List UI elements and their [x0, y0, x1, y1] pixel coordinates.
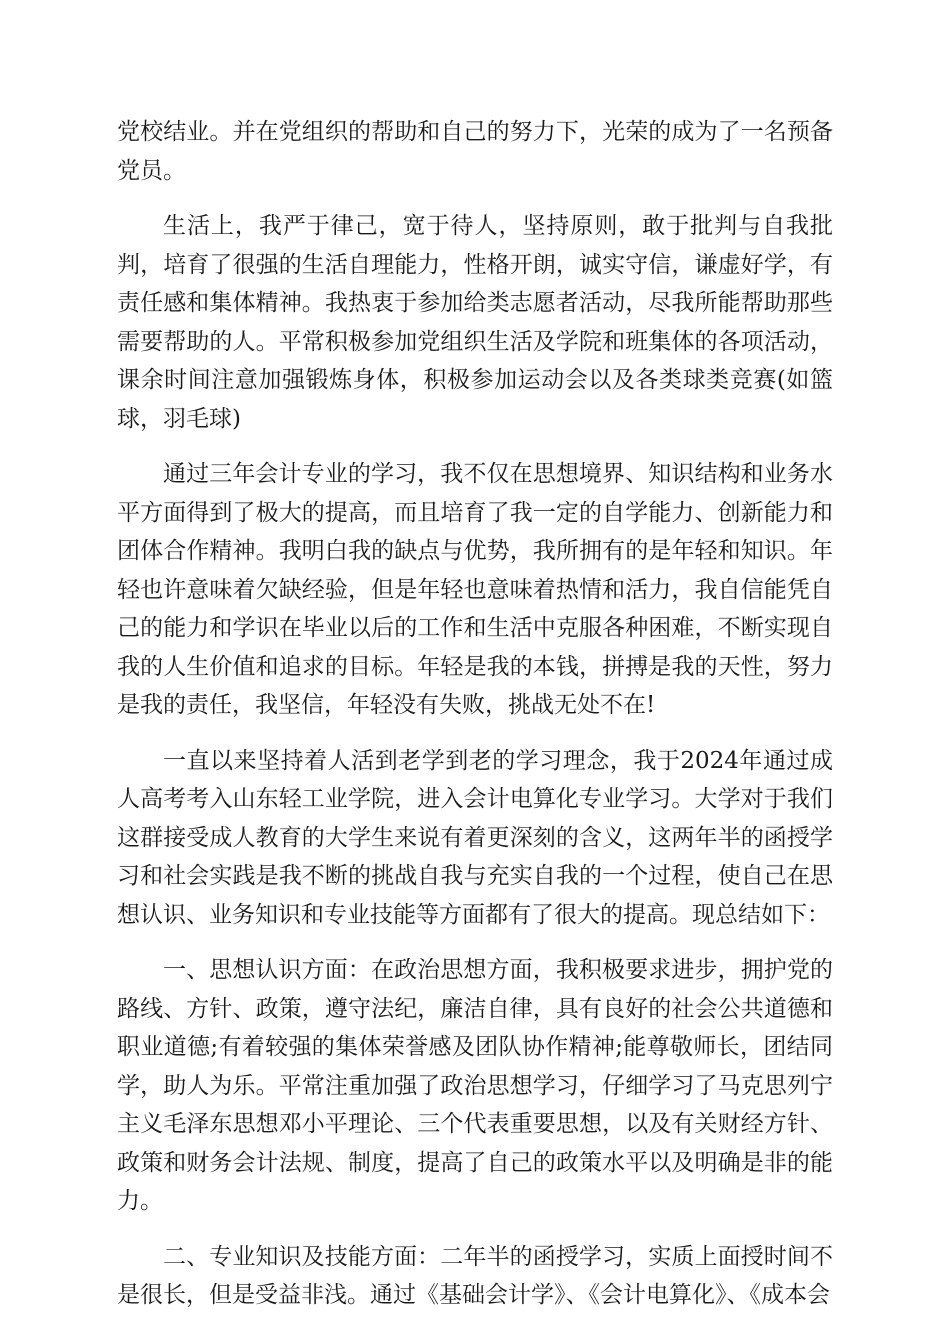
paragraph-accounting-study: 通过三年会计专业的学习，我不仅在思想境界、知识结构和业务水平方面得到了极大的提高，而且培育了我一定的自学能力、创新能力和团体合作精神。我明白我的缺点与优势，我所拥有的是年轻和知识。年轻也许意味着欠缺经验，但是年轻也意味着热情和活力，我自信能凭自己的能力和学识在毕业以后的工作和生活中克服各种困难，不断实现自我的人生价值和追求的目标。年轻是我的本钱，拼搏是我的天性，努力是我的责任，我坚信，年轻没有失败，挑战无处不在!	[117, 461, 833, 718]
paragraph-daily-life: 生活上，我严于律己，宽于待人，坚持原则，敢于批判与自我批判，培育了很强的生活自理能力，性格开朗，诚实守信，谦虚好学，有责任感和集体精神。我热衷于参加给类志愿者活动，尽我所能帮助那些需要帮助的人。平常积极参加党组织生活及学院和班集体的各项活动，课余时间注意加强锻炼身体，积极参加运动会以及各类球类竞赛(如篮球，羽毛球)	[117, 213, 833, 432]
paragraph-adult-education: 一直以来坚持着人活到老学到老的学习理念，我于2024年通过成人高考考入山东轻工业学院，进入会计电算化专业学习。大学对于我们这群接受成人教育的大学生来说有着更深刻的含义，这两年半的函授学习和社会实践是我不断的挑战自我与充实自我的一个过程，使自己在思想认识、业务知识和专业技能等方面都有了很大的提高。现总结如下：	[117, 747, 833, 928]
document-page	[117, 113, 833, 1332]
paragraph-party-school: 党校结业。并在党组织的帮助和自己的努力下，光荣的成为了一名预备党员。	[117, 119, 833, 184]
paragraph-ideology: 一、思想认识方面：在政治思想方面，我积极要求进步，拥护党的路线、方针、政策，遵守法纪，廉洁自律，具有良好的社会公共道德和职业道德;有着较强的集体荣誉感及团队协作精神;能尊敬师长，团结同学，助人为乐。平常注重加强了政治思想学习，仔细学习了马克思列宁主义毛泽东思想邓小平理论、三个代表重要思想，以及有关财经方针、政策和财务会计法规、制度，提高了自己的政策水平以及明确是非的能力。	[117, 957, 833, 1214]
paragraph-professional-skills: 二、专业知识及技能方面：二年半的函授学习，实质上面授时间不是很长，但是受益非浅。通过《基础会计学》、《会计电算化》、《成本会	[117, 1243, 833, 1308]
